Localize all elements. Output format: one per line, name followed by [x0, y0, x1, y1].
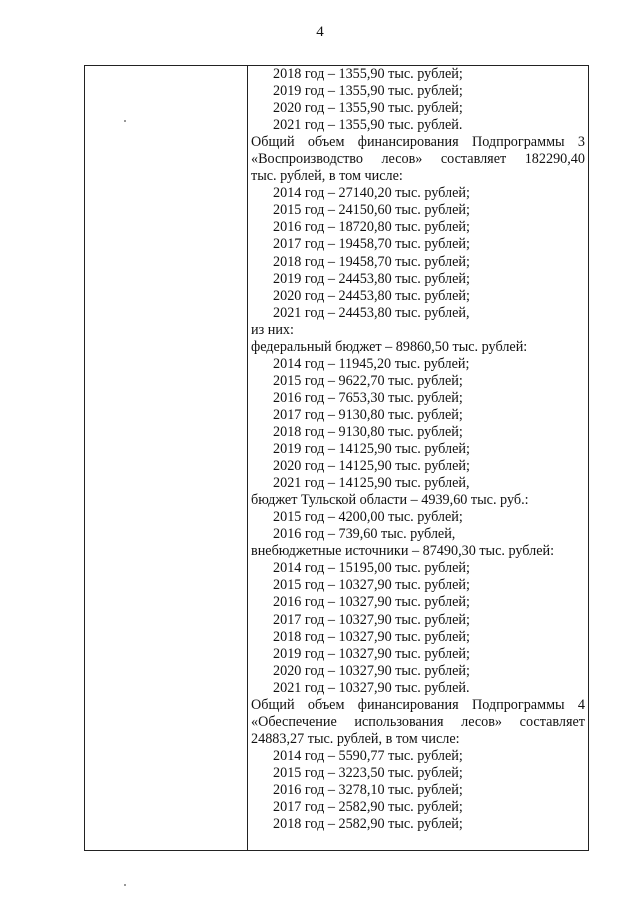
text-line: 2015 год – 9622,70 тыс. рублей; — [273, 372, 463, 389]
scan-speck — [124, 120, 126, 122]
text-line: 2016 год – 7653,30 тыс. рублей; — [273, 389, 463, 406]
text-line: 2018 год – 19458,70 тыс. рублей; — [273, 253, 470, 270]
text-line: 2017 год – 2582,90 тыс. рублей; — [273, 799, 463, 816]
text-line: из них: — [251, 321, 294, 338]
text-line: 2015 год – 10327,90 тыс. рублей; — [273, 577, 470, 594]
text-line: 2019 год – 1355,90 тыс. рублей; — [273, 83, 463, 100]
text-line: 2021 год – 10327,90 тыс. рублей. — [273, 679, 470, 696]
text-line: 2017 год – 9130,80 тыс. рублей; — [273, 406, 463, 423]
financing-cell — [251, 66, 585, 833]
text-line: 2019 год – 10327,90 тыс. рублей; — [273, 645, 470, 662]
text-line: «Воспроизводство лесов» составляет 182290,40 — [251, 151, 585, 168]
text-line: Общий объем финансирования Подпрограммы 4 — [251, 696, 585, 713]
text-line: бюджет Тульской области – 4939,60 тыс. руб.: — [251, 492, 529, 509]
text-line: внебюджетные источники – 87490,30 тыс. рублей: — [251, 543, 555, 560]
text-line: 2016 год – 739,60 тыс. рублей, — [273, 526, 456, 543]
text-line: 2014 год – 5590,77 тыс. рублей; — [273, 747, 463, 764]
text-line: 2015 год – 3223,50 тыс. рублей; — [273, 764, 463, 781]
text-line: 2019 год – 24453,80 тыс. рублей; — [273, 270, 470, 287]
text-line: 2017 год – 10327,90 тыс. рублей; — [273, 611, 470, 628]
text-line: 2015 год – 4200,00 тыс. рублей; — [273, 509, 463, 526]
text-line: 2019 год – 14125,90 тыс. рублей; — [273, 441, 470, 458]
text-line: 2017 год – 19458,70 тыс. рублей; — [273, 236, 470, 253]
text-line: «Обеспечение использования лесов» составляет — [251, 713, 585, 730]
text-line: 2014 год – 11945,20 тыс. рублей; — [273, 355, 470, 372]
text-line: 24883,27 тыс. рублей, в том числе: — [251, 730, 460, 747]
text-line: 2020 год – 10327,90 тыс. рублей; — [273, 662, 470, 679]
text-line: 2018 год – 1355,90 тыс. рублей; — [273, 66, 463, 82]
text-line: 2020 год – 24453,80 тыс. рублей; — [273, 287, 470, 304]
text-line: 2015 год – 24150,60 тыс. рублей; — [273, 202, 470, 219]
text-line: 2016 год – 18720,80 тыс. рублей; — [273, 219, 470, 236]
text-line: 2018 год – 10327,90 тыс. рублей; — [273, 628, 470, 645]
text-line: 2018 год – 2582,90 тыс. рублей; — [273, 816, 463, 833]
text-line: Общий объем финансирования Подпрограммы 3 — [251, 134, 585, 151]
scan-speck — [124, 884, 126, 886]
text-line: 2016 год – 10327,90 тыс. рублей; — [273, 594, 470, 611]
text-line: 2021 год – 14125,90 тыс. рублей, — [273, 475, 470, 492]
text-line: 2020 год – 1355,90 тыс. рублей; — [273, 100, 463, 117]
text-line: 2021 год – 24453,80 тыс. рублей, — [273, 304, 470, 321]
passport-table — [84, 65, 589, 851]
text-line: федеральный бюджет – 89860,50 тыс. рублей: — [251, 338, 528, 355]
text-line: 2020 год – 14125,90 тыс. рублей; — [273, 458, 470, 475]
text-line: тыс. рублей, в том числе: — [251, 168, 403, 185]
text-line: 2021 год – 1355,90 тыс. рублей. — [273, 117, 463, 134]
text-line: 2014 год – 27140,20 тыс. рублей; — [273, 185, 470, 202]
text-line: 2014 год – 15195,00 тыс. рублей; — [273, 560, 470, 577]
column-divider — [247, 66, 248, 850]
text-line: 2016 год – 3278,10 тыс. рублей; — [273, 781, 463, 798]
text-line: 2018 год – 9130,80 тыс. рублей; — [273, 423, 463, 440]
page-number: 4 — [316, 24, 324, 40]
